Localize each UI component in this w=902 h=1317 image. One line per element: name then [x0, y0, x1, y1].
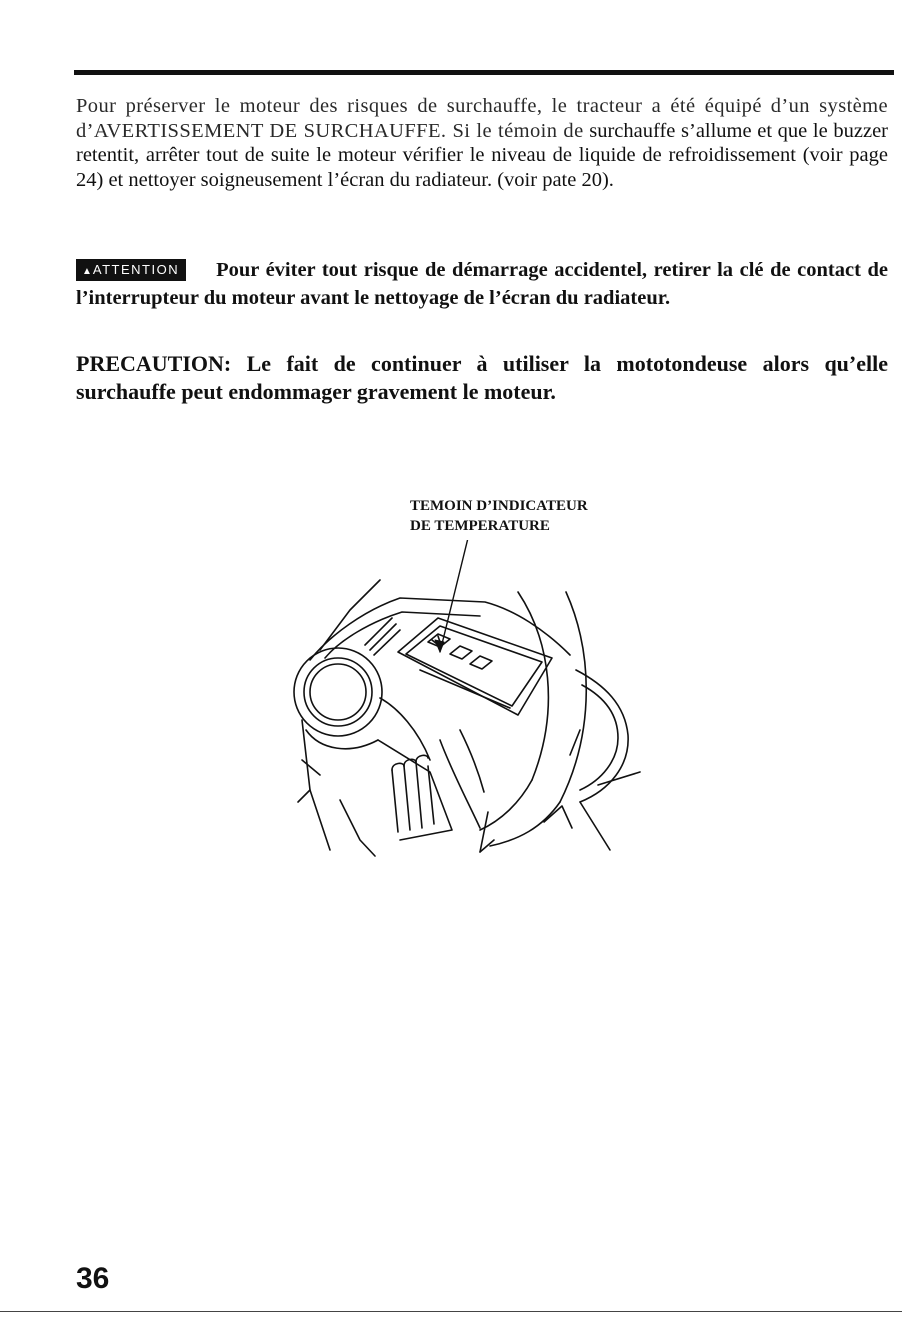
figure-label-line-2: DE TEMPERATURE	[410, 518, 550, 534]
dashboard-illustration	[280, 540, 660, 860]
warning-paragraph	[76, 256, 888, 312]
warning-triangle-icon: ▲	[82, 266, 92, 277]
top-rule	[74, 70, 894, 75]
overheat-paragraph-line-2: d’un système d’AVERTISSEMENT DE SURCHAUFFE. Si le témoin de	[76, 95, 889, 142]
precaution-paragraph: PRECAUTION: Le fait de continuer à utiliser la mototondeuse alors qu’elle surchauffe peut endommager gravement le moteur.	[76, 351, 888, 404]
overheat-paragraph	[76, 94, 888, 192]
overheat-paragraph-line-1: Pour préserver le moteur des risques de surchauffe, le tracteur a été équipé	[76, 95, 762, 117]
attention-badge	[76, 259, 186, 281]
warning-text: Pour éviter tout risque de démarrage accidentel, retirer la clé de contact de l’interrupteur du moteur avant le nettoyage de l’écran du radiateur.	[76, 259, 888, 309]
bottom-rule	[0, 1311, 902, 1312]
page-number: 36	[76, 1262, 110, 1295]
figure-label	[410, 496, 588, 536]
figure-label-line-1: TEMOIN D’INDICATEUR	[410, 498, 588, 514]
attention-badge-label: ATTENTION	[92, 262, 180, 277]
overheat-paragraph-rest: surchauffe s’allume et que le buzzer retentit, arrêter tout de suite le moteur vérifier le niveau de liquide de refroidissement (voir page 24) et nettoyer soigneusement l’écran du radiateur. (voir pate 20).	[76, 119, 888, 191]
